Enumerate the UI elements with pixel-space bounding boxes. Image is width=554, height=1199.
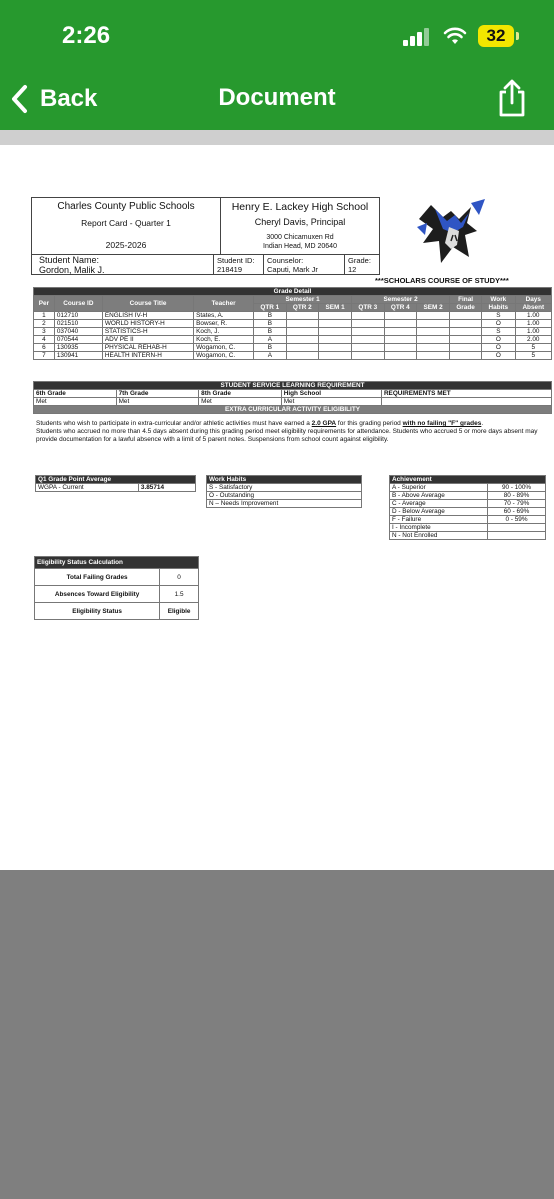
cell-empty (319, 312, 352, 320)
col-habits: Habits (482, 304, 515, 312)
elig-label: Eligibility Status (35, 603, 160, 620)
list-item (390, 484, 546, 492)
cell-empty (286, 352, 319, 360)
cell-empty (286, 344, 319, 352)
cell-empty (417, 344, 450, 352)
cell-empty (417, 336, 450, 344)
school-name: Henry E. Lackey High School (231, 201, 369, 213)
elig-label: Total Failing Grades (35, 569, 160, 586)
col-qtr2: QTR 2 (286, 304, 319, 312)
cell-per: 3 (34, 328, 55, 336)
cell-empty (352, 344, 385, 352)
cell-title: PHYSICAL REHAB-H (102, 344, 193, 352)
student-name-label: Student Name: (39, 255, 100, 265)
eligibility-title: EXTRA CURRICULAR ACTIVITY ELIGIBILITY (34, 406, 552, 414)
cell-empty (384, 336, 417, 344)
page-title: Document (218, 84, 336, 111)
cell-empty (417, 312, 450, 320)
service-col: REQUIREMENTS MET (381, 390, 551, 398)
elig-value: Eligible (160, 603, 199, 620)
cell-per: 4 (34, 336, 55, 344)
table-row (34, 320, 552, 328)
service-val (381, 398, 551, 406)
elig-value: 0 (160, 569, 199, 586)
cell-teacher: Koch, J. (194, 328, 254, 336)
service-val: Met (199, 398, 282, 406)
cell-id: 130941 (54, 352, 102, 360)
service-val: Met (281, 398, 381, 406)
card-title: Report Card - Quarter 1 (81, 218, 171, 228)
col-final: Final (450, 296, 482, 304)
document-page[interactable] (0, 145, 554, 870)
cell-id: 130935 (54, 344, 102, 352)
student-name: Gordon, Malik J. (39, 265, 105, 275)
work-habit-item: N – Needs Improvement (207, 500, 362, 508)
work-habits-legend (206, 475, 362, 508)
list-item (390, 508, 546, 516)
col-final-grade: Grade (450, 304, 482, 312)
table-row (34, 312, 552, 320)
achievement-range (488, 532, 546, 540)
cell-id: 037040 (54, 328, 102, 336)
table-row (34, 328, 552, 336)
cell-wh: S (482, 312, 515, 320)
achievement-label: D - Below Average (390, 508, 488, 516)
grade-level: 12 (348, 265, 357, 274)
achievement-label: A - Superior (390, 484, 488, 492)
table-row (34, 352, 552, 360)
counselor-label: Counselor: (267, 256, 304, 265)
divider (263, 255, 264, 274)
cell-empty (352, 352, 385, 360)
status-time: 2:26 (62, 22, 111, 49)
district-block (32, 198, 221, 254)
cell-q1: B (254, 312, 287, 320)
cell-empty (286, 320, 319, 328)
cell-empty (450, 344, 482, 352)
cell-empty (417, 320, 450, 328)
col-course-title: Course Title (102, 296, 193, 312)
student-id-label: Student ID: (217, 256, 255, 265)
cell-empty (384, 320, 417, 328)
col-qtr3: QTR 3 (352, 304, 385, 312)
grade-label: Grade: (348, 256, 371, 265)
cell-id: 012710 (54, 312, 102, 320)
cell-empty (319, 328, 352, 336)
col-qtr1: QTR 1 (254, 304, 287, 312)
service-title: STUDENT SERVICE LEARNING REQUIREMENT (34, 382, 552, 390)
achievement-range: 80 - 89% (488, 492, 546, 500)
cell-q1: A (254, 336, 287, 344)
elig-value: 1.5 (160, 586, 199, 603)
col-semester-1: Semester 1 (254, 296, 352, 304)
elig-calc-title: Eligibility Status Calculation (35, 557, 199, 569)
achievement-label: N - Not Enrolled (390, 532, 488, 540)
divider (213, 255, 214, 274)
gpa-title: Q1 Grade Point Average (36, 476, 196, 484)
achievement-legend (389, 475, 546, 540)
school-mascot-logo (413, 197, 495, 267)
gpa-table (35, 475, 196, 492)
achievement-label: I - Incomplete (390, 524, 488, 532)
cell-q1: B (254, 328, 287, 336)
cell-empty (450, 312, 482, 320)
table-row (35, 603, 199, 620)
principal: Cheryl Davis, Principal (254, 217, 346, 227)
eligibility-text (36, 420, 550, 444)
top-bar (0, 0, 554, 130)
list-item (390, 500, 546, 508)
cell-per: 2 (34, 320, 55, 328)
table-row (35, 586, 199, 603)
cell-teacher: Wogamon, C. (194, 352, 254, 360)
cell-empty (319, 336, 352, 344)
cell-empty (319, 352, 352, 360)
district-name: Charles County Public Schools (57, 201, 195, 212)
cell-empty (286, 328, 319, 336)
cell-empty (450, 352, 482, 360)
cell-q1: A (254, 352, 287, 360)
battery-tip (516, 32, 519, 40)
cell-abs: 1.00 (515, 312, 551, 320)
cell-abs: 1.00 (515, 320, 551, 328)
work-habit-item: O - Outstanding (207, 492, 362, 500)
list-item (390, 532, 546, 540)
cell-teacher: Koch, E. (194, 336, 254, 344)
list-item (390, 516, 546, 524)
service-val: Met (34, 398, 117, 406)
cell-empty (352, 320, 385, 328)
cell-title: WORLD HISTORY-H (102, 320, 193, 328)
eligibility-calc-table (34, 556, 199, 620)
cell-q1: B (254, 344, 287, 352)
share-icon[interactable] (496, 78, 528, 118)
cell-empty (286, 336, 319, 344)
cell-id: 021510 (54, 320, 102, 328)
report-header (31, 197, 380, 275)
cell-empty (319, 320, 352, 328)
battery-icon: 32 (478, 25, 514, 47)
col-days: Days (515, 296, 551, 304)
achievement-label: C - Average (390, 500, 488, 508)
cell-empty (286, 312, 319, 320)
cell-empty (450, 336, 482, 344)
cell-empty (450, 328, 482, 336)
cell-abs: 1.00 (515, 328, 551, 336)
gpa-label: WGPA - Current (36, 484, 139, 492)
list-item (390, 524, 546, 532)
col-sem2: SEM 2 (417, 304, 450, 312)
cell-teacher: Bowser, R. (194, 320, 254, 328)
cell-empty (417, 352, 450, 360)
cell-empty (352, 312, 385, 320)
elig-label: Absences Toward Eligibility (35, 586, 160, 603)
back-label: Back (40, 85, 98, 112)
table-row (35, 569, 199, 586)
scholars-note: ***SCHOLARS COURSE OF STUDY*** (375, 276, 509, 285)
work-habit-item: S - Satisfactory (207, 484, 362, 492)
cell-wh: O (482, 344, 515, 352)
col-absent: Absent (515, 304, 551, 312)
no-fail-requirement: with no failing "F" grades (402, 420, 482, 427)
student-id: 218419 (217, 265, 243, 274)
cell-abs: 2.00 (515, 336, 551, 344)
col-qtr4: QTR 4 (384, 304, 417, 312)
col-sem1: SEM 1 (319, 304, 352, 312)
cell-title: ADV PE II (102, 336, 193, 344)
cell-title: STATISTICS-H (102, 328, 193, 336)
cell-empty (384, 352, 417, 360)
eligibility-text-part: . (481, 420, 484, 427)
cell-id: 070544 (54, 336, 102, 344)
col-semester-2: Semester 2 (352, 296, 450, 304)
achievement-range: 90 - 100% (488, 484, 546, 492)
service-col: 6th Grade (34, 390, 117, 398)
col-course-id: Course ID (54, 296, 102, 312)
cell-abs: 5 (515, 352, 551, 360)
service-val: Met (116, 398, 199, 406)
cell-empty (417, 328, 450, 336)
cell-wh: O (482, 336, 515, 344)
cell-empty (384, 328, 417, 336)
cell-q1: B (254, 320, 287, 328)
col-teacher: Teacher (194, 296, 254, 312)
cell-per: 6 (34, 344, 55, 352)
work-habits-title: Work Habits (207, 476, 362, 484)
achievement-range (488, 524, 546, 532)
cell-empty (384, 312, 417, 320)
service-col: High School (281, 390, 381, 398)
cell-wh: O (482, 352, 515, 360)
attendance-rule: Students who accrued no more than 4.5 days absent during this grading period meet eligibility requirements for attendance. Students who accrued 5 or more days absent may provide documentation for a lawful absence with a limit of 5 parent notes. Suspensions from school count against eligibility. (36, 428, 538, 443)
eligibility-text-part: for this grading period (336, 420, 403, 427)
cell-empty (450, 320, 482, 328)
achievement-title: Achievement (390, 476, 546, 484)
cell-per: 1 (34, 312, 55, 320)
grade-detail-table (33, 287, 552, 360)
cell-empty (352, 336, 385, 344)
col-per: Per (34, 296, 55, 312)
cell-title: ENGLISH IV-H (102, 312, 193, 320)
achievement-range: 0 - 59% (488, 516, 546, 524)
cell-wh: O (482, 320, 515, 328)
cell-per: 7 (34, 352, 55, 360)
list-item (390, 492, 546, 500)
cell-title: HEALTH INTERN-H (102, 352, 193, 360)
achievement-label: F - Failure (390, 516, 488, 524)
service-learning-table (33, 381, 552, 414)
table-row (34, 336, 552, 344)
cellular-signal-icon (403, 28, 431, 46)
wifi-icon (443, 26, 467, 46)
address-line-2: Indian Head, MD 20640 (263, 243, 337, 250)
school-year: 2025-2026 (105, 240, 147, 250)
col-work: Work (482, 296, 515, 304)
service-col: 7th Grade (116, 390, 199, 398)
achievement-range: 60 - 69% (488, 508, 546, 516)
divider (344, 255, 345, 274)
address-line-1: 3000 Chicamuxen Rd (266, 234, 334, 241)
eligibility-text-part: Students who wish to participate in extra-curricular and/or athletic activities must have earned a (36, 420, 312, 427)
achievement-label: B - Above Average (390, 492, 488, 500)
gpa-value: 3.85714 (138, 484, 195, 492)
cell-teacher: Wogamon, C. (194, 344, 254, 352)
grade-detail-title: Grade Detail (34, 288, 552, 296)
cell-empty (384, 344, 417, 352)
table-row (34, 344, 552, 352)
service-col: 8th Grade (199, 390, 282, 398)
cell-wh: S (482, 328, 515, 336)
gpa-requirement: 2.0 GPA (311, 420, 337, 427)
cell-empty (352, 328, 385, 336)
cell-teacher: States, A. (194, 312, 254, 320)
document-top-margin (0, 130, 554, 145)
cell-empty (319, 344, 352, 352)
achievement-range: 70 - 79% (488, 500, 546, 508)
cell-abs: 5 (515, 344, 551, 352)
viewer-background (0, 870, 554, 1199)
counselor: Caputi, Mark Jr (267, 265, 318, 274)
